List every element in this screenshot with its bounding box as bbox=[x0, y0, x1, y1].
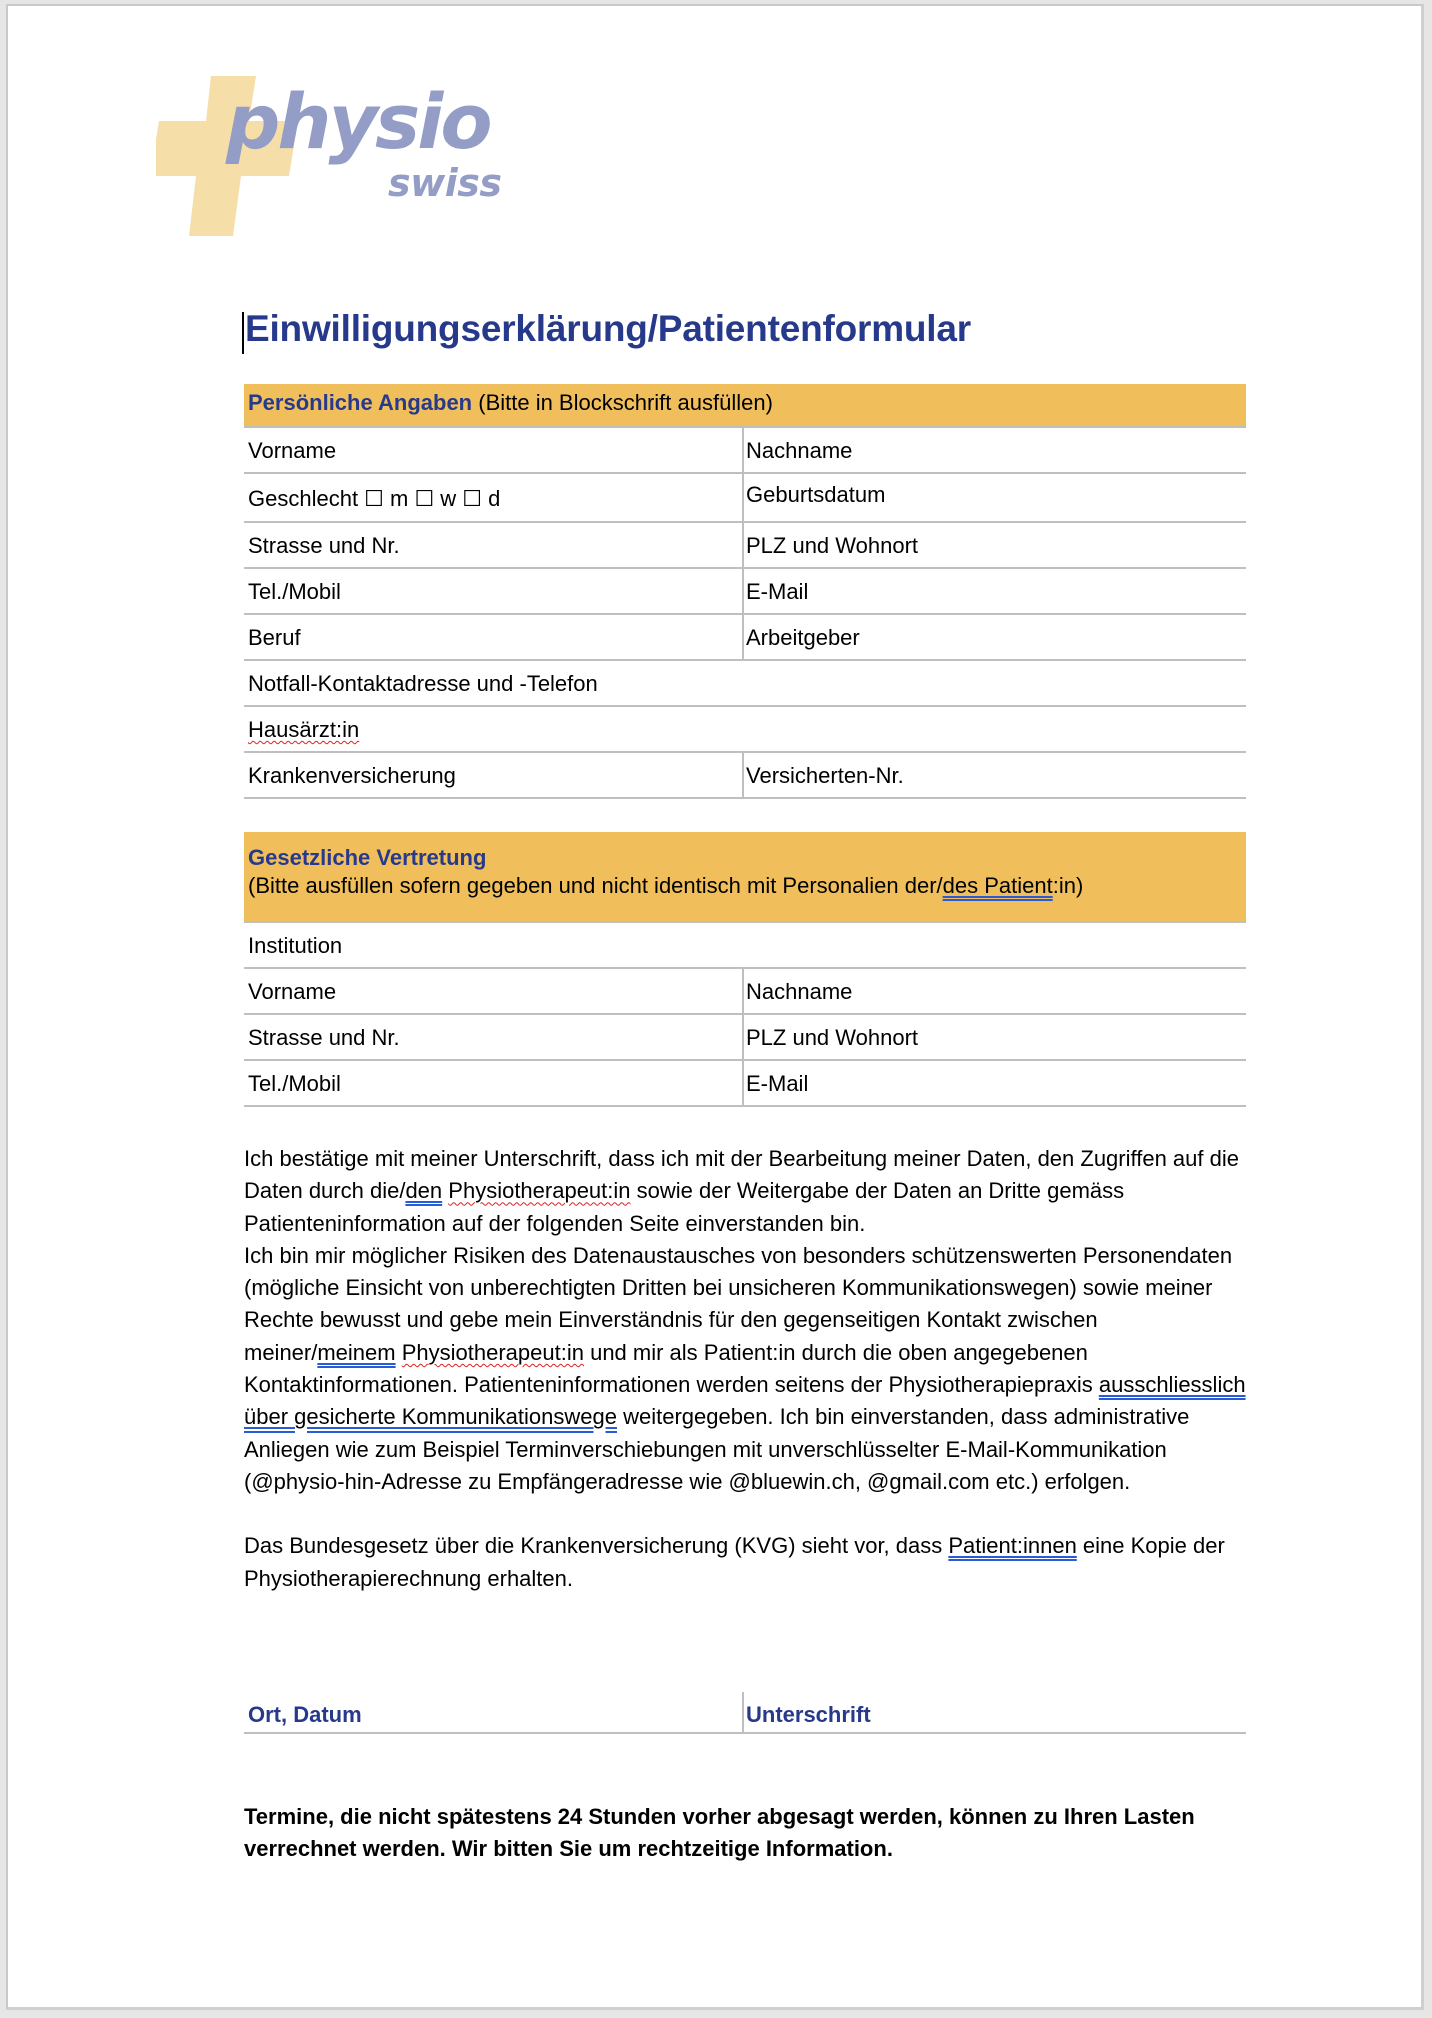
form-row bbox=[244, 569, 1246, 615]
field-emergency-contact[interactable]: Notfall-Kontaktadresse und -Telefon bbox=[248, 671, 598, 696]
text-run: meinem bbox=[317, 1339, 396, 1365]
field-first-name[interactable]: Vorname bbox=[244, 428, 744, 472]
legal-note bbox=[248, 872, 1242, 900]
field-insurance-number[interactable]: Versicherten-Nr. bbox=[746, 763, 904, 788]
legal-note-underlined: des Patient bbox=[942, 873, 1053, 898]
field-rep-first-name[interactable]: Vorname bbox=[244, 969, 744, 1013]
field-employer[interactable]: Arbeitgeber bbox=[746, 625, 860, 650]
form-row bbox=[244, 923, 1246, 969]
text-run: Das Bundesgesetz über die Krankenversicherung (KVG) sieht vor, dass bbox=[244, 1533, 949, 1559]
form-row bbox=[244, 474, 1246, 523]
logo-word: physio bbox=[226, 77, 490, 166]
field-rep-phone[interactable]: Tel./Mobil bbox=[244, 1061, 744, 1105]
kvg-paragraph bbox=[244, 1530, 1254, 1595]
field-birthdate[interactable]: Geburtsdatum bbox=[746, 482, 886, 507]
field-email[interactable]: E-Mail bbox=[746, 579, 809, 604]
form-row bbox=[244, 661, 1246, 707]
field-last-name[interactable]: Nachname bbox=[746, 438, 853, 463]
form-row bbox=[244, 615, 1246, 661]
text-run: eine Kopie der Physiotherapierechnung erhalten. bbox=[244, 1533, 1225, 1591]
consent-paragraph-2 bbox=[244, 1240, 1254, 1498]
logo-sub: swiss bbox=[388, 161, 502, 205]
field-zip-city[interactable]: PLZ und Wohnort bbox=[746, 533, 919, 558]
legal-header bbox=[244, 832, 1246, 923]
personal-section bbox=[244, 384, 1246, 799]
personal-heading: Persönliche Angaben bbox=[248, 390, 473, 415]
form-row bbox=[244, 753, 1246, 799]
legal-note-end: :in) bbox=[1052, 873, 1084, 898]
field-health-insurance[interactable]: Krankenversicherung bbox=[244, 753, 744, 797]
form-row bbox=[244, 523, 1246, 569]
text-run: sowie der Weitergabe der Daten an Dritte gemäss Patienteninformation auf der folgenden Seite einverstanden bin. bbox=[244, 1178, 1125, 1236]
text-run: ausschliesslich über gesicherte Kommunikationswege bbox=[244, 1372, 1246, 1430]
family-doctor-label: Hausärzt:in bbox=[248, 717, 360, 742]
field-institution[interactable]: Institution bbox=[248, 933, 343, 958]
field-family-doctor[interactable] bbox=[244, 707, 1246, 751]
text-run: den bbox=[405, 1178, 443, 1204]
text-run: Ich bestätige mit meiner Unterschrift, dass ich mit der Bearbeitung meiner Daten, den Zugriffen auf die Daten durch die/ bbox=[244, 1146, 1239, 1204]
field-rep-street[interactable]: Strasse und Nr. bbox=[244, 1015, 744, 1059]
form-row bbox=[244, 428, 1246, 474]
form-row bbox=[244, 969, 1246, 1015]
page-title: Einwilligungserklärung/Patientenformular bbox=[245, 308, 971, 349]
text-run: weitergegeben. Ich bin einverstanden, dass administrative Anliegen wie zum Beispiel Terminverschiebungen mit unverschlüsselter E-Mail-Kommunikation (@physio-hin-Adresse zu Empfängeradresse wie @bluewin.ch, @gmail.com etc.) erfolgen. bbox=[244, 1404, 1190, 1494]
form-row bbox=[244, 1015, 1246, 1061]
field-signature[interactable]: Unterschrift bbox=[746, 1702, 871, 1727]
field-rep-last-name[interactable]: Nachname bbox=[746, 979, 853, 1004]
text-run: Physiotherapeut:in bbox=[448, 1178, 631, 1204]
consent-paragraph-1 bbox=[244, 1143, 1254, 1240]
legal-heading: Gesetzliche Vertretung bbox=[248, 845, 487, 870]
field-place-date[interactable]: Ort, Datum bbox=[244, 1692, 744, 1732]
text-run: Patient:innen bbox=[948, 1533, 1077, 1559]
form-row bbox=[244, 1061, 1246, 1107]
document-page bbox=[6, 4, 1424, 2010]
text-run: Ich bin mir möglicher Risiken des Datenaustausches von besonders schützenswerten Personendaten (mögliche Einsicht von unberechtigten Dritten bei unsicheren Kommunikationswegen) sowie meiner Rechte bewusst und gebe mein Einverständnis für den gegenseitigen Kontakt zwischen meiner/ bbox=[244, 1242, 1233, 1365]
field-rep-email[interactable]: E-Mail bbox=[746, 1071, 809, 1096]
personal-header bbox=[244, 384, 1246, 428]
personal-note: (Bitte in Blockschrift ausfüllen) bbox=[472, 390, 773, 415]
text-run: Physiotherapeut:in bbox=[401, 1339, 584, 1365]
legal-note-text: (Bitte ausfüllen sofern gegeben und nicht identisch mit Personalien der/ bbox=[248, 873, 943, 898]
signature-row bbox=[244, 1692, 1246, 1734]
field-occupation[interactable]: Beruf bbox=[244, 615, 744, 659]
field-street[interactable]: Strasse und Nr. bbox=[244, 523, 744, 567]
text-cursor bbox=[242, 312, 244, 354]
text-run: und mir als Patient:in durch die oben angegebenen Kontaktinformationen. Patienteninformationen werden seitens der Physiotherapiepraxis bbox=[244, 1339, 1099, 1398]
field-rep-zip-city[interactable]: PLZ und Wohnort bbox=[746, 1025, 919, 1050]
physioswiss-logo bbox=[156, 76, 536, 236]
form-row bbox=[244, 707, 1246, 753]
consent-text bbox=[244, 1143, 1254, 1595]
field-phone[interactable]: Tel./Mobil bbox=[244, 569, 744, 613]
field-gender[interactable]: Geschlecht ☐ m ☐ w ☐ d bbox=[244, 474, 744, 521]
legal-section bbox=[244, 832, 1246, 1107]
cancellation-notice: Termine, die nicht spätestens 24 Stunden vorher abgesagt werden, können zu Ihren Lasten verrechnet werden. Wir bitten Sie um rechtzeitige Information. bbox=[244, 1804, 1195, 1861]
